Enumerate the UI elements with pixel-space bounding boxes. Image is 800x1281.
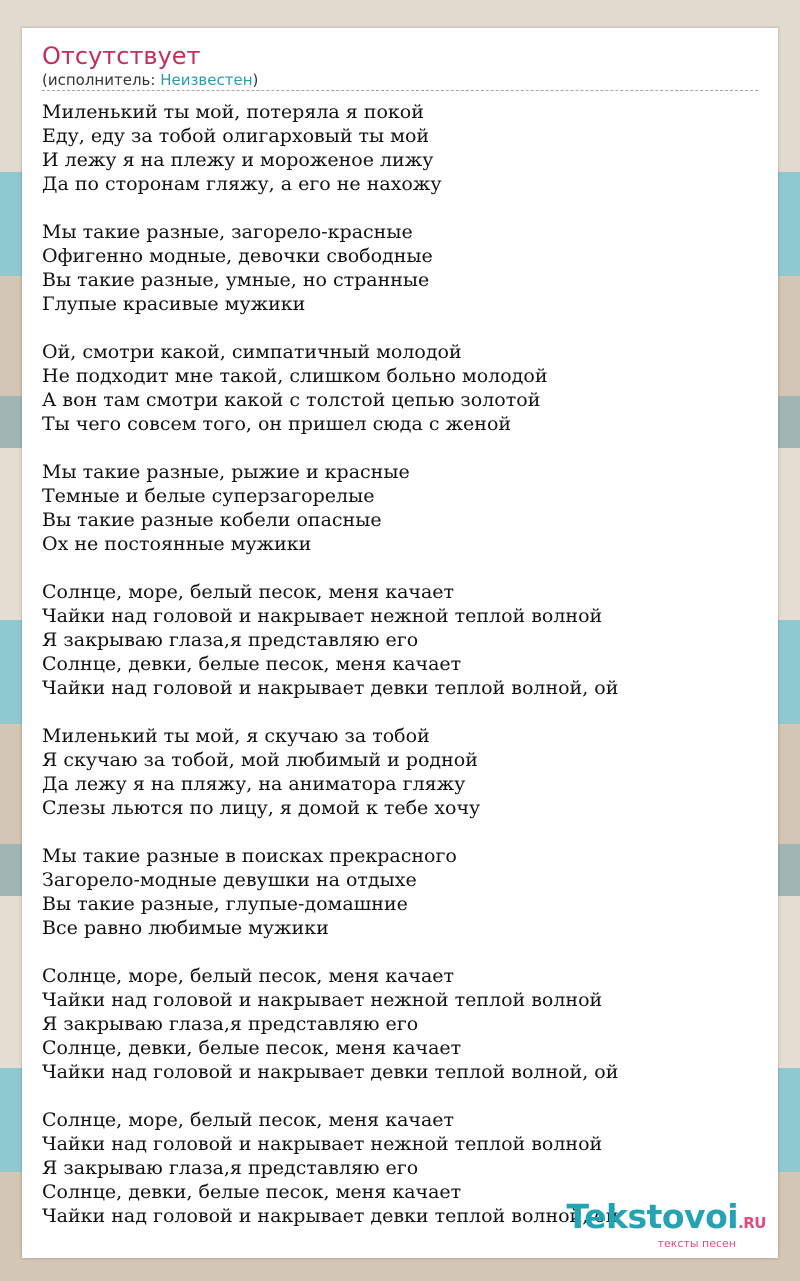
- stanza: [42, 580, 772, 700]
- lyric-line: Офигенно модные, девочки свободные: [42, 245, 433, 267]
- lyric-line: Миленький ты мой, я скучаю за тобой: [42, 725, 430, 747]
- lyric-line: Ой, смотри какой, симпатичный молодой: [42, 341, 462, 363]
- lyric-line: Да лежу я на пляжу, на аниматора гляжу: [42, 773, 466, 795]
- lyric-line: Слезы льются по лицу, я домой к тебе хочу: [42, 797, 481, 819]
- lyric-line: Вы такие разные, глупые-домашние: [42, 893, 408, 915]
- lyric-line: Миленький ты мой, потеряла я покой: [42, 101, 424, 123]
- lyric-line: Да по сторонам гляжу, а его не нахожу: [42, 173, 442, 195]
- artist-line: [42, 71, 258, 89]
- lyric-line: Мы такие разные в поисках прекрасного: [42, 845, 457, 867]
- divider: [42, 90, 758, 91]
- lyric-line: Все равно любимые мужики: [42, 917, 329, 939]
- stanza: [42, 340, 772, 436]
- lyric-line: Солнце, море, белый песок, меня качает: [42, 1109, 455, 1131]
- stanza: [42, 964, 772, 1084]
- lyric-line: Солнце, девки, белые песок, меня качает: [42, 1037, 462, 1059]
- lyric-line: Не подходит мне такой, слишком больно молодой: [42, 365, 548, 387]
- logo-name: Tekstovoi: [566, 1197, 739, 1236]
- artist-suffix: ): [252, 71, 259, 89]
- logo-tld: .RU: [738, 1214, 766, 1232]
- stanza: [42, 724, 772, 820]
- lyric-line: Загорело-модные девушки на отдыхе: [42, 869, 417, 891]
- lyric-line: Солнце, море, белый песок, меня качает: [42, 965, 455, 987]
- lyric-line: Я скучаю за тобой, мой любимый и родной: [42, 749, 478, 771]
- lyric-line: Я закрываю глаза,я представляю его: [42, 1013, 419, 1035]
- lyric-line: Мы такие разные, загорело-красные: [42, 221, 413, 243]
- lyric-line: Солнце, море, белый песок, меня качает: [42, 581, 455, 603]
- lyric-line: Чайки над головой и накрывает девки теплой волной, ой: [42, 1061, 619, 1083]
- stanza: [42, 100, 772, 196]
- lyric-line: Солнце, девки, белые песок, меня качает: [42, 653, 462, 675]
- lyric-line: Вы такие разные кобели опасные: [42, 509, 382, 531]
- lyric-line: Чайки над головой и накрывает девки теплой волной, ой: [42, 1205, 619, 1227]
- lyric-line: Солнце, девки, белые песок, меня качает: [42, 1181, 462, 1203]
- lyric-line: Темные и белые суперзагорелые: [42, 485, 375, 507]
- lyric-line: Вы такие разные, умные, но странные: [42, 269, 430, 291]
- lyrics-text: [42, 100, 772, 1252]
- lyric-line: Чайки над головой и накрывает девки теплой волной, ой: [42, 677, 619, 699]
- lyric-line: Я закрываю глаза,я представляю его: [42, 629, 419, 651]
- site-logo[interactable]: [566, 1197, 766, 1250]
- lyric-line: Чайки над головой и накрывает нежной теплой волной: [42, 605, 603, 627]
- lyric-line: Чайки над головой и накрывает нежной теплой волной: [42, 1133, 603, 1155]
- lyric-line: И лежу я на плежу и мороженое лижу: [42, 149, 434, 171]
- lyric-line: Ты чего совсем того, он пришел сюда с женой: [42, 413, 512, 435]
- lyric-line: Глупые красивые мужики: [42, 293, 306, 315]
- lyric-line: Ох не постоянные мужики: [42, 533, 312, 555]
- stanza: [42, 844, 772, 940]
- lyrics-card: [22, 28, 778, 1258]
- lyric-line: А вон там смотри какой с толстой цепью золотой: [42, 389, 541, 411]
- artist-prefix: (исполнитель:: [42, 71, 161, 89]
- lyric-line: Еду, еду за тобой олигарховый ты мой: [42, 125, 430, 147]
- lyric-line: Чайки над головой и накрывает нежной теплой волной: [42, 989, 603, 1011]
- lyric-line: Я закрываю глаза,я представляю его: [42, 1157, 419, 1179]
- lyric-line: Мы такие разные, рыжие и красные: [42, 461, 410, 483]
- stanza: [42, 220, 772, 316]
- artist-link[interactable]: Неизвестен: [160, 71, 253, 89]
- logo-tagline: тексты песен: [657, 1237, 736, 1250]
- stanza: [42, 460, 772, 556]
- song-title: Отсутствует: [42, 42, 201, 70]
